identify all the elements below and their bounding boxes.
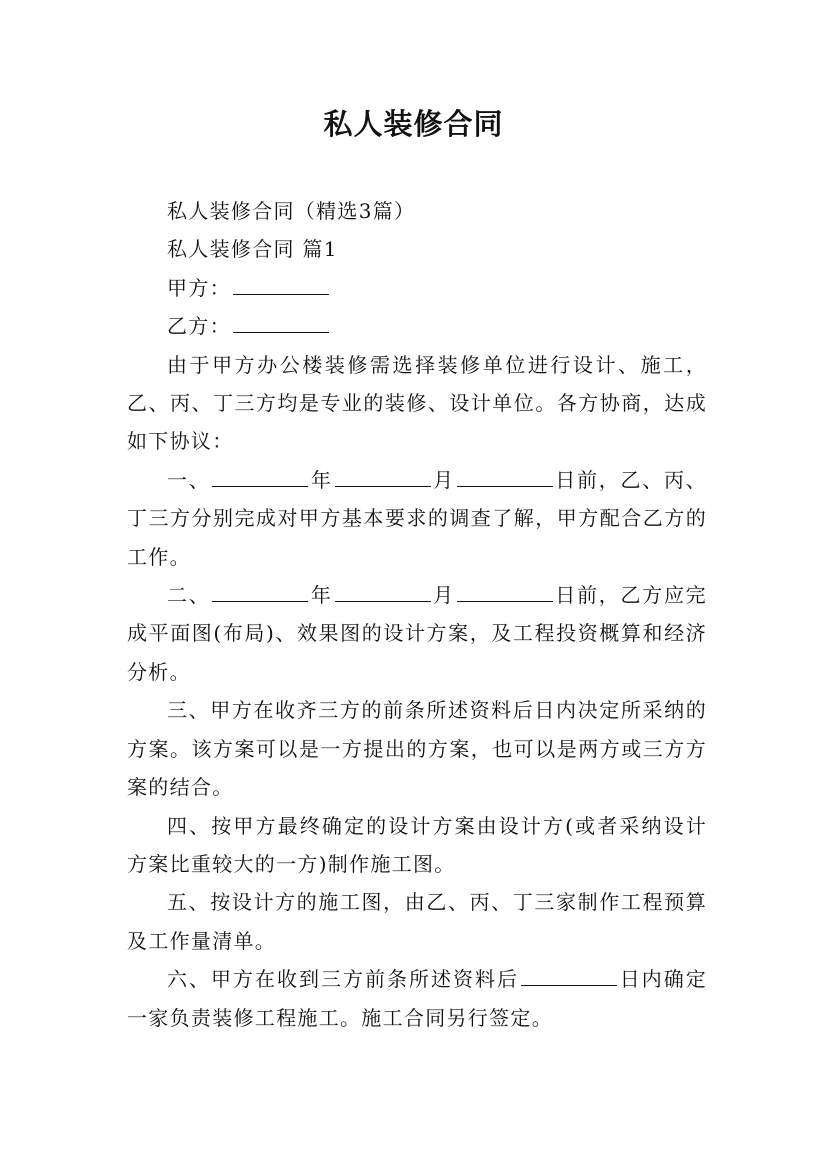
clause-2-month-blank xyxy=(335,581,431,602)
clause-6-before: 六、甲方在收到三方前条所述资料后 xyxy=(167,967,519,992)
clause-6-after: 日内确定一家负责装修工程施工。施工合同另行签定。 xyxy=(127,967,707,1030)
clause-2-year-blank xyxy=(212,581,308,602)
clause-2 xyxy=(127,576,707,691)
clause-1-year-blank xyxy=(212,466,308,487)
clause-6-blank xyxy=(521,965,617,986)
party-a-line xyxy=(127,269,707,307)
clause-1-month-blank xyxy=(335,466,431,487)
clause-1-month: 月 xyxy=(432,467,455,492)
clause-1-year: 年 xyxy=(310,467,333,492)
clause-1 xyxy=(127,461,707,576)
clause-1-day-blank xyxy=(457,466,553,487)
party-b-blank xyxy=(233,312,329,333)
clause-6 xyxy=(127,960,707,1037)
party-a-label: 甲方： xyxy=(167,275,231,300)
intro-paragraph: 由于甲方办公楼装修需选择装修单位进行设计、施工，乙、丙、丁三方均是专业的装修、设计单位。各方协商，达成如下协议： xyxy=(127,352,707,454)
subtitle-line: 私人装修合同（精选3篇） xyxy=(167,199,416,223)
clause-1-text: 日前，乙、丙、丁三方分别完成对甲方基本要求的调查了解，甲方配合乙方的工作。 xyxy=(127,467,707,569)
clause-3: 三、甲方在收齐三方的前条所述资料后日内决定所采纳的方案。该方案可以是一方提出的方案，也可以是两方或三方方案的结合。 xyxy=(127,698,707,800)
party-a-blank xyxy=(233,274,329,295)
clause-2-prefix: 二、 xyxy=(167,583,211,608)
document-body xyxy=(127,192,707,1037)
party-b-line xyxy=(127,307,707,345)
document-title: 私人装修合同 xyxy=(323,107,504,141)
clause-2-year: 年 xyxy=(310,583,333,608)
clause-2-month: 月 xyxy=(432,583,455,608)
clause-1-prefix: 一、 xyxy=(167,467,211,492)
section-heading: 私人装修合同 篇1 xyxy=(167,237,338,262)
clause-2-text: 日前，乙方应完成平面图(布局)、效果图的设计方案，及工程投资概算和经济分析。 xyxy=(127,583,707,684)
clause-4: 四、按甲方最终确定的设计方案由设计方(或者采纳设计方案比重较大的一方)制作施工图。 xyxy=(127,813,707,876)
clause-2-day-blank xyxy=(457,581,553,602)
clause-5: 五、按设计方的施工图，由乙、丙、丁三家制作工程预算及工作量清单。 xyxy=(127,890,707,953)
party-b-label: 乙方： xyxy=(167,314,231,339)
